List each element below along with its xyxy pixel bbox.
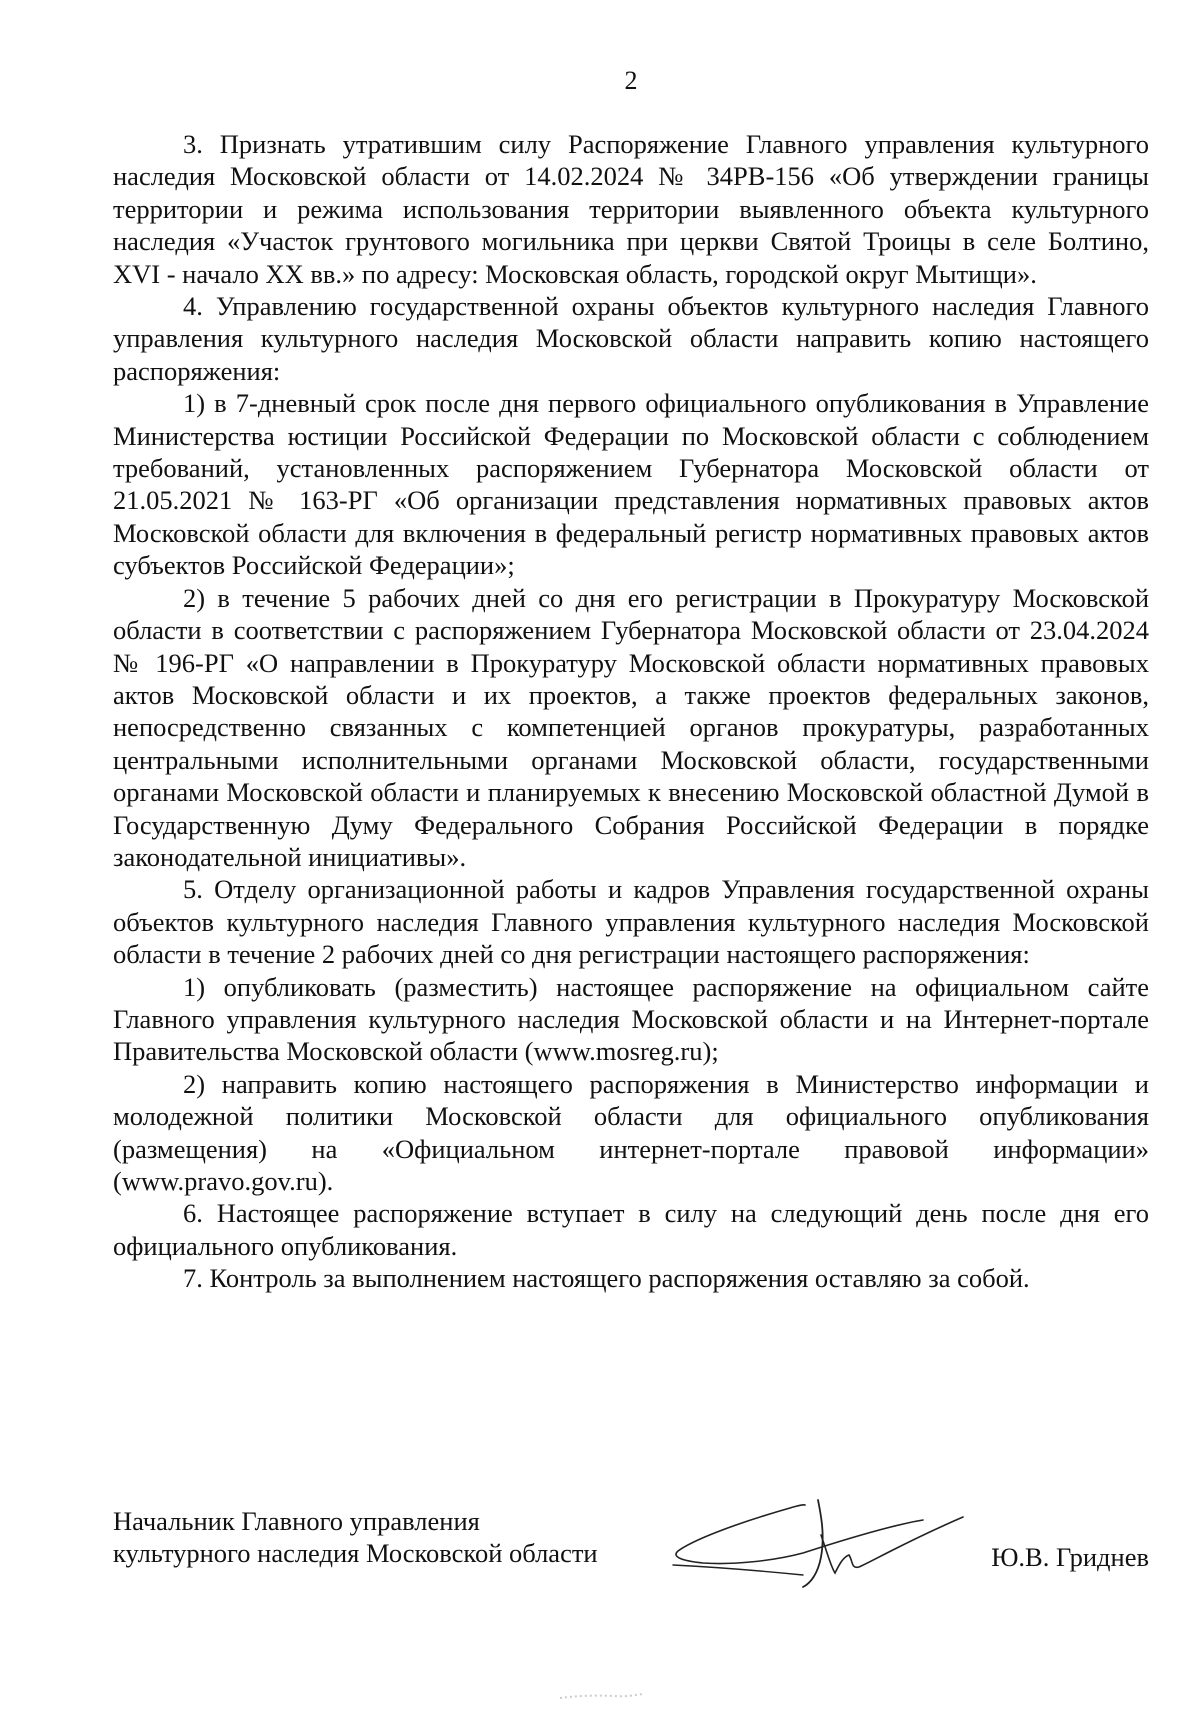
signatory-position — [113, 1505, 598, 1570]
paragraph-subitem-4-2: 2) в течение 5 рабочих дней со дня его регистрации в Прокуратуру Московской области в соответствии с распоряжением Губернатора Московской области от 23.04.2024 № 196-РГ «О направлении в Прокуратуру Московской области нормативных правовых актов Московской области и их проектов, а также проектов федеральных законов, непосредственно связанных с компетенцией органов прокуратуры, разработанных центральными исполнительными органами Московской области, государственными органами Московской области и планируемых к внесению Московской областной Думой в Государственную Думу Федерального Собрания Российской Федерации в порядке законодательной инициативы». — [113, 582, 1149, 872]
paragraph-item-4: 4. Управлению государственной охраны объектов культурного наследия Главного управления культурного наследия Московской области направить копию настоящего распоряжения: — [113, 291, 1149, 386]
scan-artifact — [555, 1690, 645, 1702]
signature-block — [113, 1505, 1149, 1595]
paragraph-item-7: 7. Контроль за выполнением настоящего распоряжения оставляю за собой. — [183, 1263, 1030, 1294]
signatory-name: Ю.В. Гриднев — [991, 1542, 1149, 1572]
signatory-position-line2: культурного наследия Московской области — [113, 1538, 598, 1569]
signatory-position-line1: Начальник Главного управления — [113, 1506, 480, 1536]
paragraph-subitem-5-2: 2) направить копию настоящего распоряжения в Министерство информации и молодежной политики Московской области для официального опубликования (размещения) на «Официальном интернет-портале правовой информации» (www.pravo.gov.ru). — [113, 1068, 1149, 1196]
paragraph-subitem-4-1: 1) в 7-дневный срок после дня первого официального опубликования в Управление Министерства юстиции Российской Федерации по Московской области с соблюдением требований, установленных распоряжением Губернатора Московской области от 21.05.2021 № 163-РГ «Об организации представления нормативных правовых актов Московской области для включения в федеральный регистр нормативных правовых актов субъектов Российской Федерации»; — [113, 388, 1149, 581]
paragraph-item-3: 3. Признать утратившим силу Распоряжение Главного управления культурного наследия Московской области от 14.02.2024 № 34РВ-156 «Об утверждении границы территории и режима использования территории выявленного объекта культурного наследия «Участок грунтового могильника при церкви Святой Троицы в селе Болтино, XVI - начало XX вв.» по адресу: Московская область, городской округ Мытищи». — [113, 129, 1149, 289]
page-number: 2 — [624, 66, 638, 95]
document-body — [113, 128, 1149, 1295]
paragraph-item-6: 6. Настоящее распоряжение вступает в силу на следующий день после дня его официального опубликования. — [113, 1198, 1149, 1261]
paragraph-item-5: 5. Отделу организационной работы и кадров Управления государственной охраны объектов культурного наследия Главного управления культурного наследия Московской области в течение 2 рабочих дней со дня регистрации настоящего распоряжения: — [113, 874, 1149, 970]
handwritten-signature — [653, 1495, 973, 1595]
paragraph-subitem-5-1: 1) опубликовать (разместить) настоящее распоряжение на официальном сайте Главного управления культурного наследия Московской области и на Интернет-портале Правительства Московской области (www.mosreg.ru); — [113, 971, 1149, 1067]
